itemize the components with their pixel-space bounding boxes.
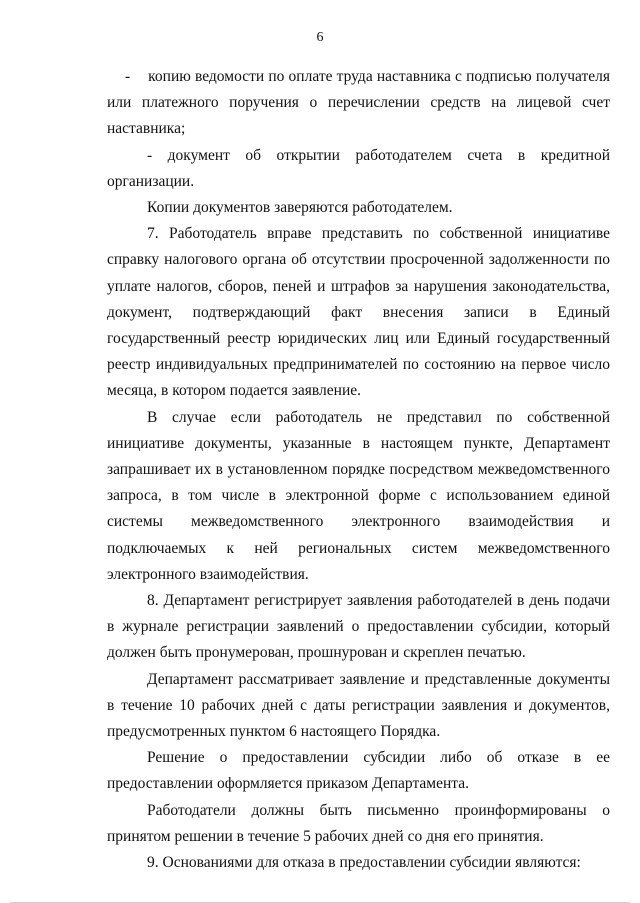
paragraph-clause-9: 9. Основаниями для отказа в предоставлении субсидии являются: <box>147 854 581 872</box>
paragraph-clause-7: 7. Работодатель вправе представить по собственной инициативе справку налогового органа об отсутствии просроченной задолженности по уплате налогов, сборов, пеней и штрафов за нарушения законодательства, документ, подтверждающий факт внесения записи в Единый государственный реестр юридических лиц или Единый государственный реестр индивидуальных предпринимателей по состоянию на первое число месяца, в котором подается заявление. <box>107 225 610 400</box>
paragraph-copies-certified: Копии документов заверяются работодателем. <box>147 199 453 217</box>
paragraph-decision-order: Решение о предоставлении субсидии либо об отказе в ее предоставлении оформляется приказом Департамента. <box>107 749 610 793</box>
paragraph-clause-8: 8. Департамент регистрирует заявления работодателей в день подачи в журнале регистрации заявлений о предоставлении субсидии, который должен быть пронумерован, прошнурован и скреплен печатью. <box>107 592 610 662</box>
paragraph-review-period: Департамент рассматривает заявление и представленные документы в течение 10 рабочих дней с даты регистрации заявления и документов, предусмотренных пунктом 6 настоящего Порядка. <box>107 670 610 741</box>
document-body <box>107 64 610 876</box>
paragraph-notification: Работодатели должны быть письменно проинформированы о принятом решении в течение 5 рабочих дней со дня его принятия. <box>107 801 610 845</box>
paragraph-interagency-request: В случае если работодатель не представил по собственной инициативе документы, указанные в настоящем пункте, Департамент запрашивает их в установленном порядке посредством межведомственного запроса, в том числе в электронной форме с использованием единой системы межведомственного электронного взаимодействия и подключаемых к ней региональных систем межведомственного электронного взаимодействия. <box>107 408 610 583</box>
paragraph-text: копию ведомости по оплате труда наставника с подписью получателя или платежного поручения о перечислении средств на лицевой счет наставника; <box>107 68 610 138</box>
paragraph-account-document: - документ об открытии работодателем счета в кредитной организации. <box>107 146 610 190</box>
page-number: 6 <box>316 30 324 45</box>
list-dash: - <box>125 68 131 85</box>
paragraph-payroll-copy <box>107 64 610 143</box>
